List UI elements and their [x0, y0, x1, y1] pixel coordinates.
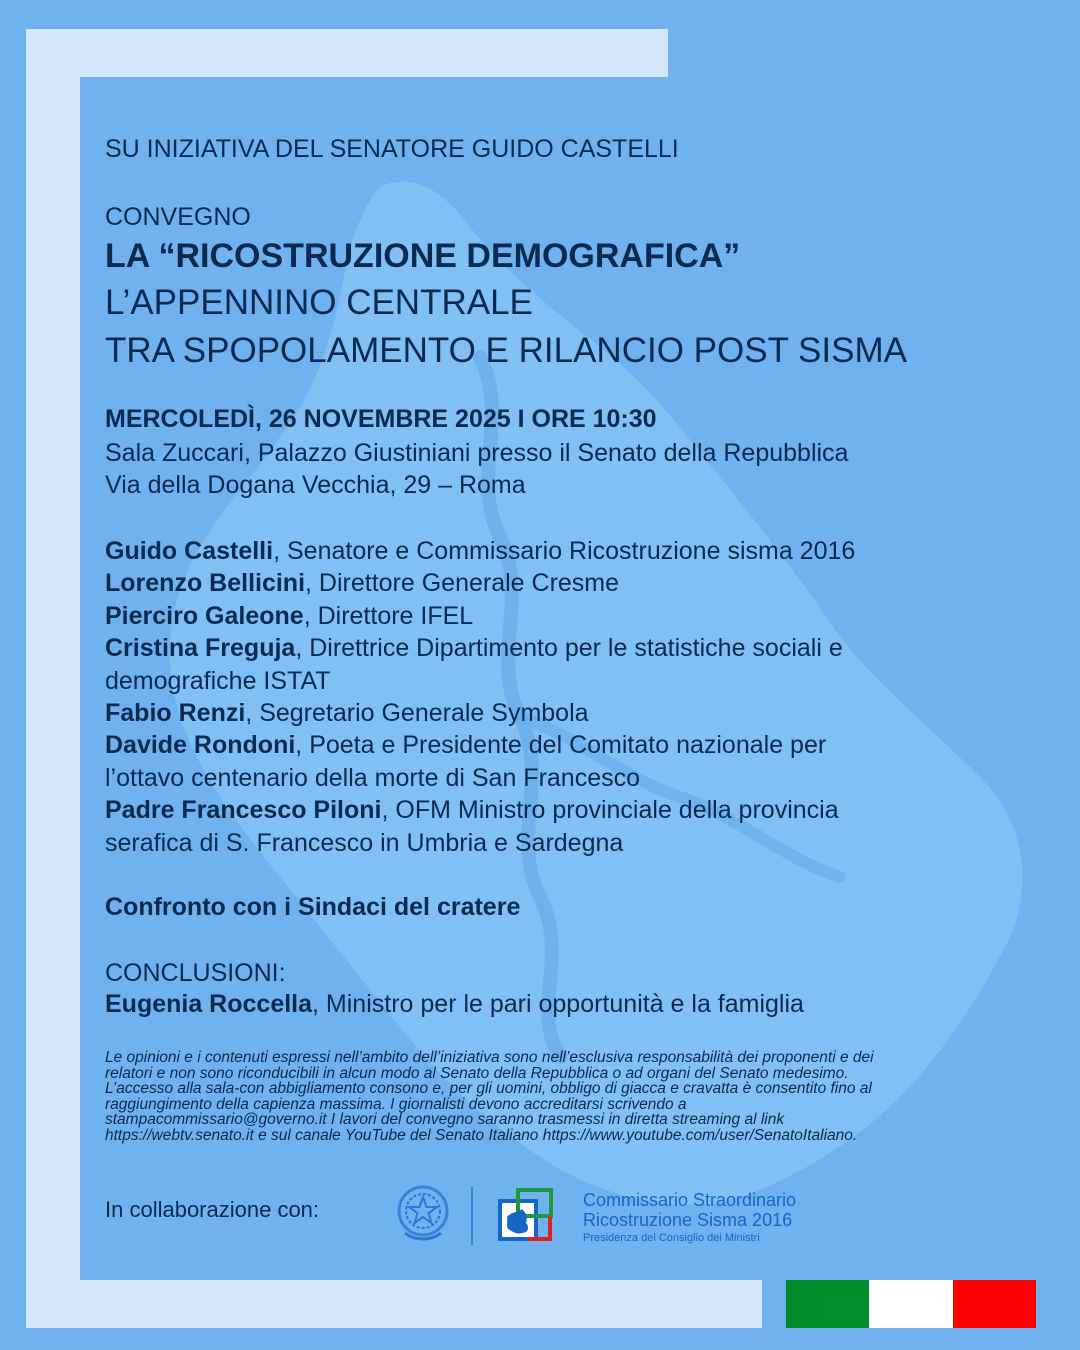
speaker-role: , Direttrice Dipartimento per le statistiche sociali e — [295, 634, 843, 663]
logo-separator — [471, 1187, 473, 1245]
speaker-role-continued: serafica di S. Francesco in Umbria e Sardegna — [105, 828, 624, 857]
speaker-role-continued: l’ottavo centenario della morte di San Francesco — [105, 763, 641, 792]
speaker-item — [105, 535, 855, 567]
speaker-name: Pierciro Galeone — [105, 601, 304, 630]
decorative-frame-bottom — [26, 1280, 762, 1328]
commissario-sisma-logo-icon — [498, 1187, 554, 1243]
collaboration-label: In collaborazione con: — [105, 1197, 320, 1222]
speaker-item — [105, 600, 855, 632]
speaker-role: , OFM Ministro provinciale della provincia — [381, 796, 839, 825]
speaker-item — [105, 632, 855, 697]
commissario-presidency: Presidenza del Consiglio dei Ministri — [583, 1232, 760, 1244]
mayors-discussion: Confronto con i Sindaci del cratere — [105, 893, 521, 921]
event-type: CONVEGNO — [105, 203, 251, 231]
disclaimer-line: raggiungimento della capienza massima. I giornalisti devono accreditarsi scrivendo a — [105, 1095, 687, 1113]
commissario-title-line2: Ricostruzione Sisma 2016 — [583, 1210, 793, 1230]
speaker-role: , Senatore e Commissario Ricostruzione sisma 2016 — [273, 537, 856, 565]
speaker-role: , Direttore IFEL — [303, 601, 474, 630]
disclaimer-line: stampacommissario@governo.it I lavori del convegno saranno trasmessi in diretta streaming al link — [105, 1111, 785, 1129]
flag-green-stripe — [786, 1280, 869, 1328]
conclusions-label: CONCLUSIONI: — [105, 959, 286, 987]
flag-red-stripe — [953, 1280, 1036, 1328]
disclaimer-line: https://webtv.senato.it e sul canale YouTube del Senato Italiano https://www.youtube.com/user/SenatoItaliano. — [105, 1126, 858, 1144]
speaker-name: Eugenia Roccella — [105, 990, 313, 1018]
speaker-name: Davide Rondoni — [105, 731, 296, 760]
speaker-role: , Direttore Generale Cresme — [305, 569, 620, 598]
italian-flag — [786, 1280, 1036, 1328]
speaker-name: Fabio Renzi — [105, 699, 246, 728]
event-subtitle-line2: TRA SPOPOLAMENTO E RILANCIO POST SISMA — [105, 331, 907, 370]
event-subtitle-line1: L’APPENNINO CENTRALE — [105, 283, 533, 322]
commissario-logo-text — [583, 1190, 796, 1246]
event-venue: Sala Zuccari, Palazzo Giustiniani presso il Senato della Repubblica — [105, 439, 849, 467]
disclaimer-line: Le opinioni e i contenuti espressi nell’ambito dell’iniziativa sono nell’esclusiva responsabilità dei proponenti e dei — [105, 1049, 874, 1066]
speaker-name: Cristina Freguja — [105, 634, 296, 663]
event-address: Via della Dogana Vecchia, 29 – Roma — [105, 471, 526, 499]
disclaimer-line: L’accesso alla sala-con abbigliamento consono e, per gli uomini, obbligo di giacca e cravatta è consentito fino al — [105, 1080, 872, 1098]
speaker-role: , Ministro per le pari opportunità e la famiglia — [312, 990, 804, 1018]
speaker-name: Padre Francesco Piloni — [105, 796, 382, 825]
speaker-item — [105, 729, 855, 794]
commissario-title-line1: Commissario Straordinario — [583, 1190, 797, 1210]
speakers-list — [105, 535, 855, 859]
disclaimer-line: relatori e non sono riconducibili in alcun modo al Senato della Repubblica o ad organi del Senato medesimo. — [105, 1064, 849, 1082]
speaker-name: Lorenzo Bellicini — [105, 569, 306, 598]
speaker-role: , Segretario Generale Symbola — [245, 699, 589, 728]
conclusions-speaker — [105, 990, 804, 1019]
speaker-item — [105, 794, 855, 859]
speaker-role-continued: demografiche ISTAT — [105, 666, 331, 695]
speaker-item — [105, 697, 855, 729]
event-date-time: MERCOLEDÌ, 26 NOVEMBRE 2025 I ORE 10:30 — [105, 405, 657, 433]
event-title: LA “RICOSTRUZIONE DEMOGRAFICA” — [105, 237, 741, 275]
italian-republic-emblem-icon — [395, 1183, 451, 1245]
speaker-item — [105, 567, 855, 599]
poster-panel — [80, 77, 1036, 1280]
decorative-frame-left — [26, 29, 80, 1328]
decorative-frame-top — [26, 29, 668, 77]
disclaimer — [105, 1050, 1035, 1144]
flag-white-stripe — [869, 1280, 952, 1328]
initiative-line: SU INIZIATIVA DEL SENATORE GUIDO CASTELLI — [105, 135, 679, 163]
speaker-name: Guido Castelli — [105, 537, 274, 565]
speaker-role: , Poeta e Presidente del Comitato nazionale per — [295, 731, 827, 760]
